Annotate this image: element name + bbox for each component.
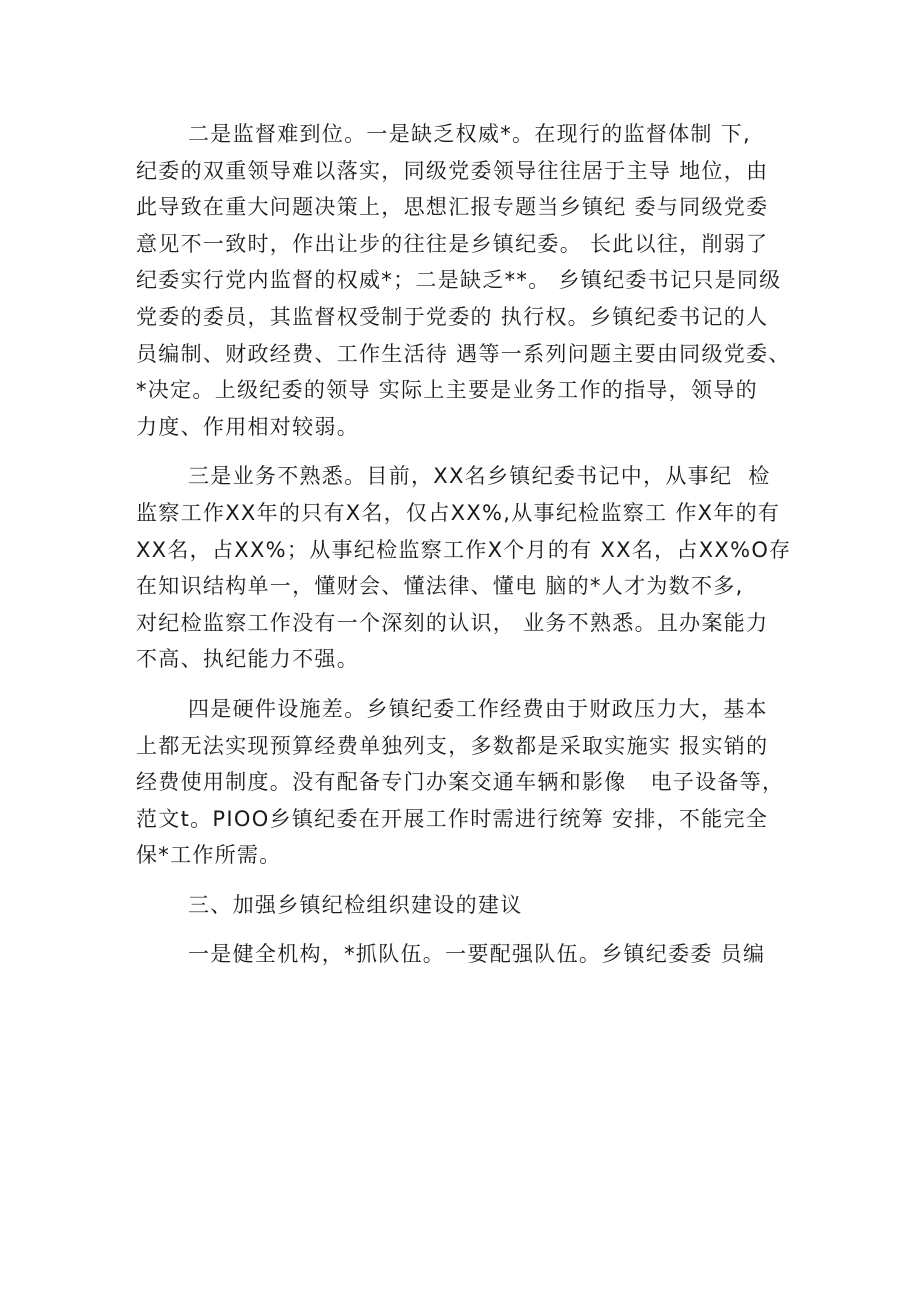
text-line: 对纪检监察工作没有一个深刻的认识， 业务不熟悉。且办案能力 <box>136 610 769 635</box>
text-line: 二是监督难到位。一是缺乏权威*。在现行的监督体制 下, <box>188 122 751 146</box>
text-line: 此导致在重大问题决策上，思想汇报专题当乡镇纪 委与同级党委 <box>136 195 769 220</box>
paragraph <box>136 116 796 445</box>
paragraph-gap <box>136 678 796 691</box>
paragraph <box>136 458 796 678</box>
text-line: 不高、执纪能力不强。 <box>136 647 359 672</box>
text-line: 四是硬件设施差。乡镇纪委工作经费由于财政压力大，基本 <box>188 696 768 721</box>
paragraph-gap <box>136 445 796 458</box>
document-body <box>136 116 796 973</box>
text-line: 经费使用制度。没有配备专门办案交通车辆和影像 电子设备等， <box>136 770 785 795</box>
paragraph-gap <box>136 874 796 887</box>
paragraph-gap <box>136 923 796 936</box>
text-line: 党委的委员，其监督权受制于党委的 执行权。乡镇纪委书记的人 <box>136 304 769 329</box>
text-line: 纪委的双重领导难以落实，同级党委领导往往居于主导 地位，由 <box>136 158 769 183</box>
text-line: 员编制、财政经费、工作生活待 遇等一系列问题主要由同级党委、 <box>136 341 791 366</box>
text-line: 一是健全机构，*抓队伍。一要配强队伍。乡镇纪委委 员编 <box>188 942 766 967</box>
text-line: 三、加强乡镇纪检组织建设的建议 <box>188 892 523 917</box>
paragraph <box>136 936 796 973</box>
text-line: 力度、作用相对较弱。 <box>136 414 359 439</box>
paragraph <box>136 887 796 924</box>
text-line: 纪委实行党内监督的权威*；二是缺乏**。 乡镇纪委书记只是同级 <box>136 268 782 293</box>
text-line: XX名，占XX%；从事纪检监察工作X个月的有 XX名，占XX%O存 <box>136 537 792 562</box>
text-line: *决定。上级纪委的领导 实际上主要是业务工作的指导，领导的 <box>136 378 758 403</box>
text-line: 三是业务不熟悉。目前，XX名乡镇纪委书记中，从事纪 检 <box>188 464 771 489</box>
text-line: 上都无法实现预算经费单独列支，多数都是采取实施实 报实销的 <box>136 733 769 758</box>
text-line: 在知识结构单一，懂财会、懂法律、懂电 脑的*人才为数不多, <box>136 574 744 599</box>
text-line: 保*工作所需。 <box>136 843 282 868</box>
text-line: 意见不一致时，作出让步的往往是乡镇纪委。 长此以往，削弱了 <box>136 231 769 256</box>
paragraph <box>136 691 796 874</box>
text-line: 范文t。PIOO乡镇纪委在开展工作时需进行统筹 安排，不能完全 <box>136 806 769 831</box>
text-line: 监察工作XX年的只有X名，仅占XX%,从事纪检监察工 作X年的有 <box>136 500 781 525</box>
